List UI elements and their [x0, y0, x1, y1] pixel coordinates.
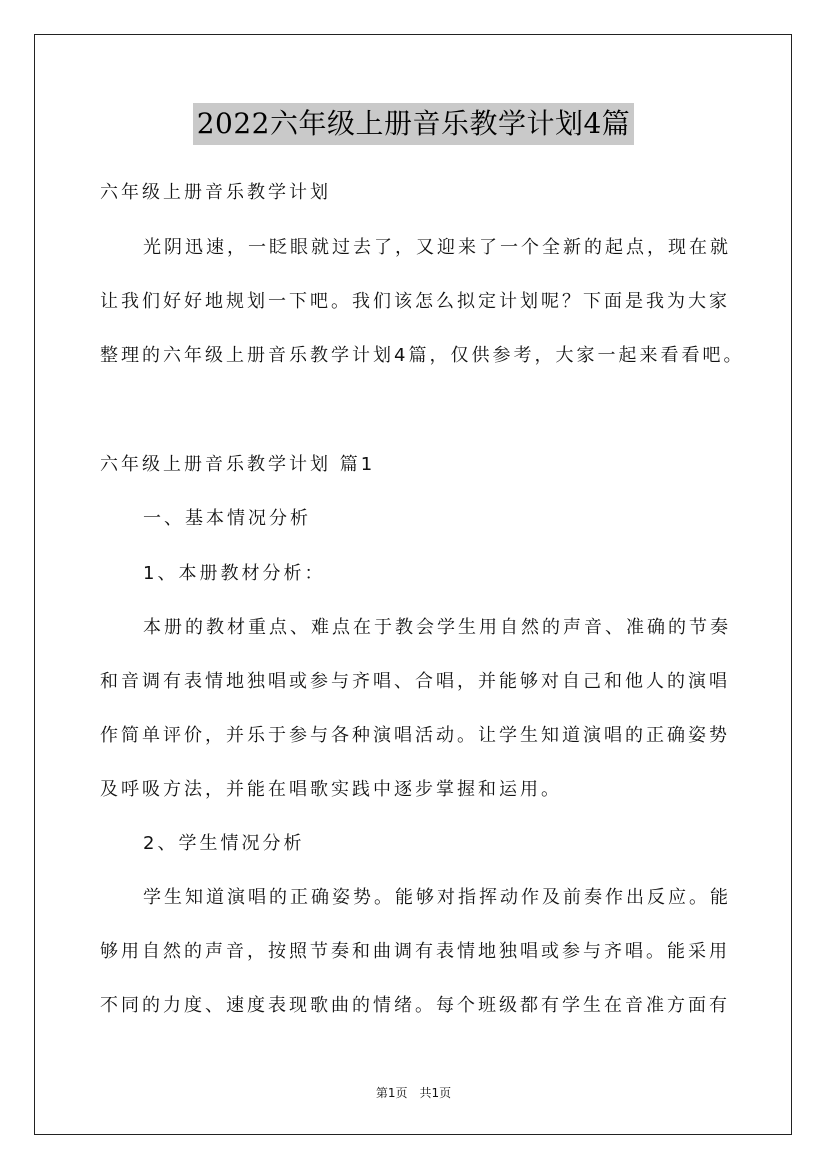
title-container — [0, 103, 827, 145]
subheading: 一、基本情况分析 — [143, 508, 311, 529]
paragraph-line: 作简单评价，并乐于参与各种演唱活动。让学生知道演唱的正确姿势 — [100, 725, 730, 746]
subheading: 1、本册教材分析： — [143, 563, 326, 584]
paragraph-line: 够用自然的声音，按照节奏和曲调有表情地独唱或参与齐唱。能采用 — [100, 941, 730, 962]
paragraph-line: 整理的六年级上册音乐教学计划4篇，仅供参考，大家一起来看看吧。 — [100, 345, 745, 366]
paragraph-line: 本册的教材重点、难点在于教会学生用自然的声音、准确的节奏 — [143, 617, 731, 638]
paragraph-line: 学生知道演唱的正确姿势。能够对指挥动作及前奏作出反应。能 — [143, 887, 731, 908]
paragraph-line: 不同的力度、速度表现歌曲的情绪。每个班级都有学生在音准方面有 — [100, 995, 730, 1016]
subheading: 2、学生情况分析 — [143, 833, 305, 854]
paragraph-line: 光阴迅速，一眨眼就过去了，又迎来了一个全新的起点，现在就 — [143, 237, 731, 258]
paragraph-line: 和音调有表情地独唱或参与齐唱、合唱，并能够对自己和他人的演唱 — [100, 671, 730, 692]
paragraph-line: 及呼吸方法，并能在唱歌实践中逐步掌握和运用。 — [100, 779, 562, 800]
page-footer: 第1页 共1页 — [375, 1086, 452, 1100]
section-heading: 六年级上册音乐教学计划 篇1 — [100, 454, 376, 475]
paragraph-line: 让我们好好地规划一下吧。我们该怎么拟定计划呢？下面是我为大家 — [100, 291, 730, 312]
document-title: 2022六年级上册音乐教学计划4篇 — [193, 103, 635, 145]
section-heading: 六年级上册音乐教学计划 — [100, 182, 331, 203]
